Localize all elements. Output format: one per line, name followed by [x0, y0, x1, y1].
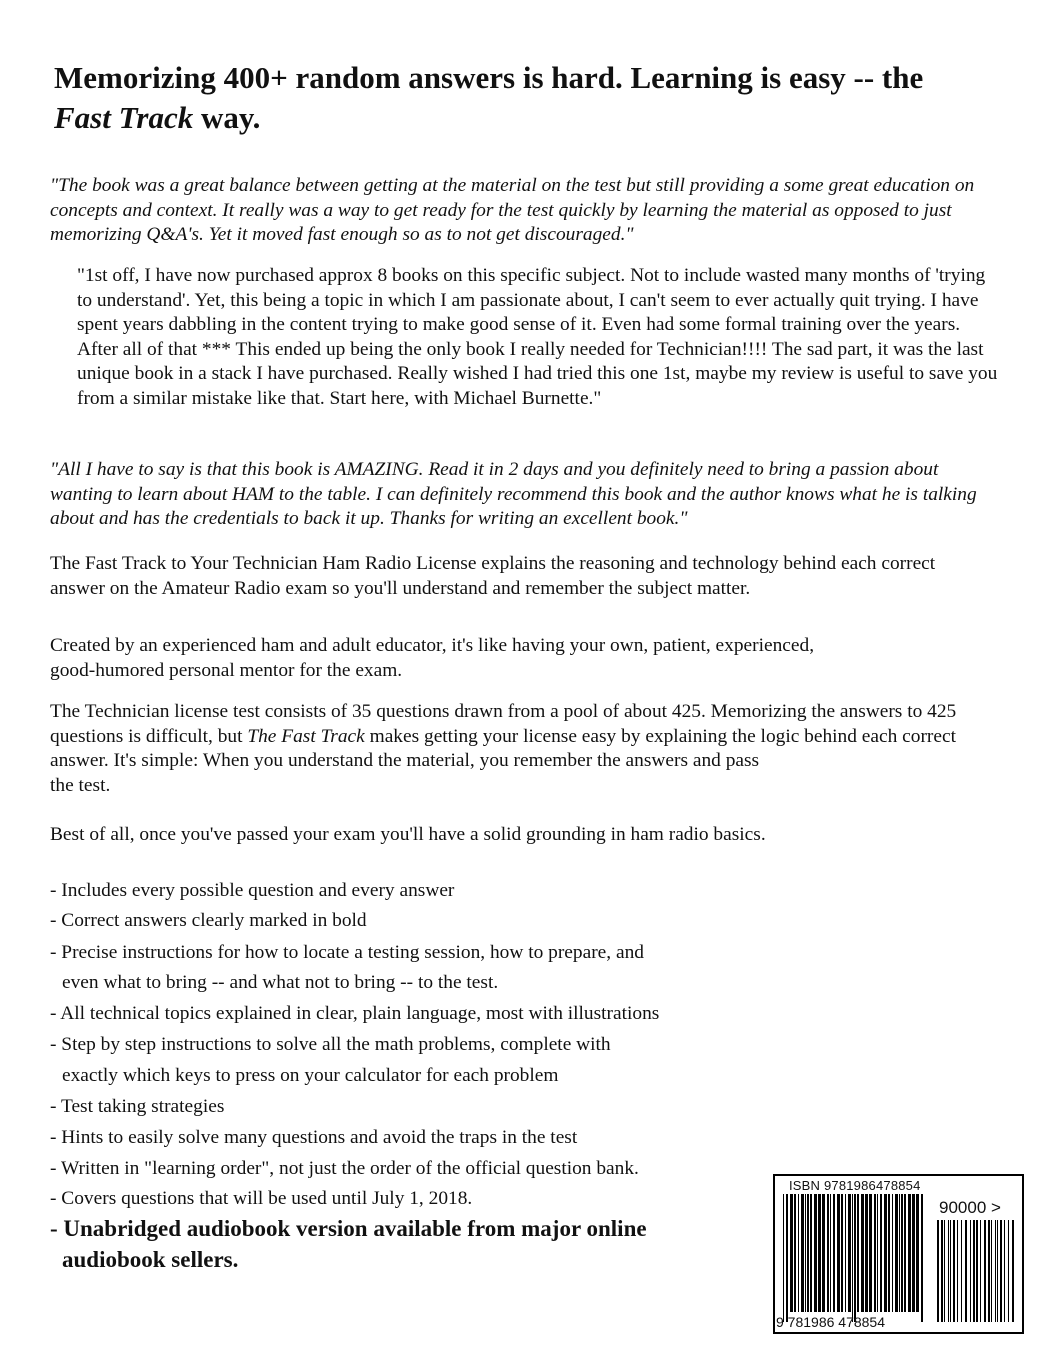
barcode-bar	[810, 1194, 812, 1312]
feature-item: - Written in "learning order", not just the order of the official question bank.	[50, 1158, 639, 1179]
barcode-addon-bar	[984, 1220, 986, 1322]
barcode-addon-bar	[1012, 1220, 1014, 1322]
description-paragraph-3-italic: The Fast Track	[247, 725, 365, 747]
feature-item-bold-continued-text: audiobook sellers.	[62, 1247, 239, 1272]
feature-item: - Correct answers clearly marked in bold	[50, 910, 367, 931]
barcode-bar	[884, 1194, 887, 1312]
feature-item-bold-continued	[50, 1245, 238, 1275]
barcode-addon-bar	[1004, 1220, 1005, 1322]
barcode-bar	[830, 1194, 831, 1312]
barcode-bar	[852, 1194, 853, 1322]
barcode-bar	[827, 1194, 829, 1312]
barcode-bar	[857, 1194, 859, 1312]
barcode-addon-bar	[944, 1220, 945, 1322]
description-paragraph-3-part-b: makes getting your license easy by explaining the logic behind each correct answer. It's simple: When you understand the material, you remember the answers and pass	[50, 725, 956, 772]
barcode-bar	[794, 1194, 796, 1312]
barcode-bar	[895, 1194, 898, 1312]
barcode-bar	[818, 1194, 821, 1312]
barcode-addon-bar	[995, 1220, 996, 1322]
barcode-bar	[901, 1194, 903, 1312]
description-paragraph-2-line-2: good-humored personal mentor for the exam.	[50, 659, 403, 681]
barcode-bar	[783, 1194, 784, 1322]
barcode-bar	[861, 1194, 864, 1312]
barcode-addon-bar	[950, 1220, 951, 1322]
barcode-addon-bar	[980, 1220, 981, 1322]
review-quote-3: "All I have to say is that this book is AMAZING. Read it in 2 days and you definitely need to bring a passion about wanting to learn about HAM to the table. I can definitely recommend this book and the author knows what he is talking about and has the credentials to back it up. Thanks for writing an excellent book."	[50, 459, 977, 530]
barcode-bar	[854, 1194, 856, 1322]
barcode-bar	[892, 1194, 893, 1312]
barcode-addon-bar	[970, 1220, 971, 1322]
barcode-addon-bar	[953, 1220, 955, 1322]
barcode-bar	[908, 1194, 911, 1312]
headline-text-end: way.	[193, 100, 261, 135]
barcode-bar	[814, 1194, 817, 1312]
feature-item: - Test taking strategies	[50, 1096, 225, 1117]
barcode-addon-bar	[1000, 1220, 1002, 1322]
barcode-addon-bar	[988, 1220, 990, 1322]
description-paragraph-4: Best of all, once you've passed your exam you'll have a solid grounding in ham radio basics.	[50, 824, 766, 845]
barcode-bar	[790, 1194, 793, 1312]
barcode-bar	[822, 1194, 825, 1312]
feature-item-continued	[50, 1064, 558, 1088]
feature-item-bold: - Unabridged audiobook version available from major online	[50, 1216, 647, 1241]
barcode-bar	[912, 1194, 915, 1312]
description-paragraph-3-part-a: The Technician license test consists of 35 questions drawn from a pool of about 425. Memorizing the answers to 425 questions is difficult, but	[50, 701, 957, 747]
isbn-barcode	[773, 1174, 1024, 1334]
description-paragraph-3-part-c: the test.	[50, 774, 111, 796]
barcode-bar	[904, 1194, 906, 1312]
barcode-bar	[841, 1194, 843, 1312]
headline	[54, 58, 1014, 138]
barcode-bar	[888, 1194, 890, 1312]
barcode-addon-bar	[991, 1220, 992, 1322]
barcode-bar	[798, 1194, 799, 1312]
barcode-bar	[805, 1194, 806, 1312]
description-paragraph-2-line-1: Created by an experienced ham and adult educator, it's like having your own, patient, experienced,	[50, 635, 815, 656]
barcode-bar	[865, 1194, 868, 1312]
barcode-addon-bar	[973, 1220, 975, 1322]
barcode-bar	[786, 1194, 788, 1322]
feature-item: - Hints to easily solve many questions and avoid the traps in the test	[50, 1127, 578, 1148]
barcode-bar	[848, 1194, 851, 1312]
feature-item: - Precise instructions for how to locate a testing session, how to prepare, and	[50, 942, 644, 963]
description-paragraph-2	[50, 634, 1010, 683]
feature-item: - Step by step instructions to solve all the math problems, complete with	[50, 1034, 611, 1055]
barcode-digits: 9 781986 478854	[776, 1314, 885, 1330]
barcode-bar	[921, 1194, 923, 1322]
price-code: 90000 >	[939, 1198, 1001, 1217]
description-paragraph-1: The Fast Track to Your Technician Ham Radio License explains the reasoning and technology behind each correct answer on the Amateur Radio exam so you'll understand and remember the subject matter.	[50, 553, 936, 599]
headline-italic: Fast Track	[54, 100, 194, 135]
feature-item-continued-text: exactly which keys to press on your calculator for each problem	[62, 1065, 559, 1086]
barcode-bar	[801, 1194, 804, 1312]
barcode-addon-bar	[948, 1220, 949, 1322]
barcode-addon-bar	[997, 1220, 998, 1322]
barcode-bar	[837, 1194, 840, 1312]
barcode-bar	[880, 1194, 882, 1312]
barcode-bar	[833, 1194, 835, 1312]
barcode-bar	[869, 1194, 872, 1312]
barcode-addon-bar	[937, 1220, 939, 1322]
barcode-bar	[874, 1194, 876, 1312]
barcode-addon-bar	[976, 1220, 978, 1322]
barcode-bar	[807, 1194, 809, 1312]
review-quote-1: "The book was a great balance between getting at the material on the test but still providing a some great education on concepts and context. It really was a way to get ready for the test quickly by learning the material as opposed to just memorizing Q&A's. Yet it moved fast enough so as to not get discouraged."	[50, 175, 975, 246]
feature-item: - Covers questions that will be used until July 1, 2018.	[50, 1188, 473, 1209]
feature-item-continued-text: even what to bring -- and what not to bring -- to the test.	[62, 972, 499, 993]
barcode-bar	[845, 1194, 846, 1312]
feature-item-continued	[50, 971, 498, 995]
barcode-bar	[899, 1194, 900, 1312]
barcode-addon-bar	[941, 1220, 943, 1322]
barcode-addon-bar	[965, 1220, 967, 1322]
barcode-bar	[916, 1194, 919, 1312]
review-quote-2: "1st off, I have now purchased approx 8 books on this specific subject. Not to include wasted many months of 'trying to understand'. Yet, this being a topic in which I am passionate about, I can't seem to ever actually quit trying. I have spent years dabbling in the content trying to make good sense of it. Even had some formal training over the years. After all of that *** This ended up being the only book I really needed for Technician!!!! The sad part, it was the last unique book in a stack I have purchased. Really wished I had tried this one 1st, maybe my review is useful to save you from a similar mistake like that. Start here, with Michael Burnette."	[77, 265, 998, 409]
feature-item: - Includes every possible question and every answer	[50, 880, 455, 901]
description-paragraph-3	[50, 700, 975, 798]
isbn-label: ISBN 9781986478854	[789, 1178, 921, 1193]
barcode-addon-bar	[1008, 1220, 1009, 1322]
barcode-bar	[877, 1194, 878, 1312]
headline-text: Memorizing 400+ random answers is hard. Learning is easy -- the	[54, 60, 924, 95]
feature-item: - All technical topics explained in clear, plain language, most with illustrations	[50, 1003, 660, 1024]
barcode-addon-bar	[957, 1220, 958, 1322]
barcode-addon-bar	[961, 1220, 962, 1322]
